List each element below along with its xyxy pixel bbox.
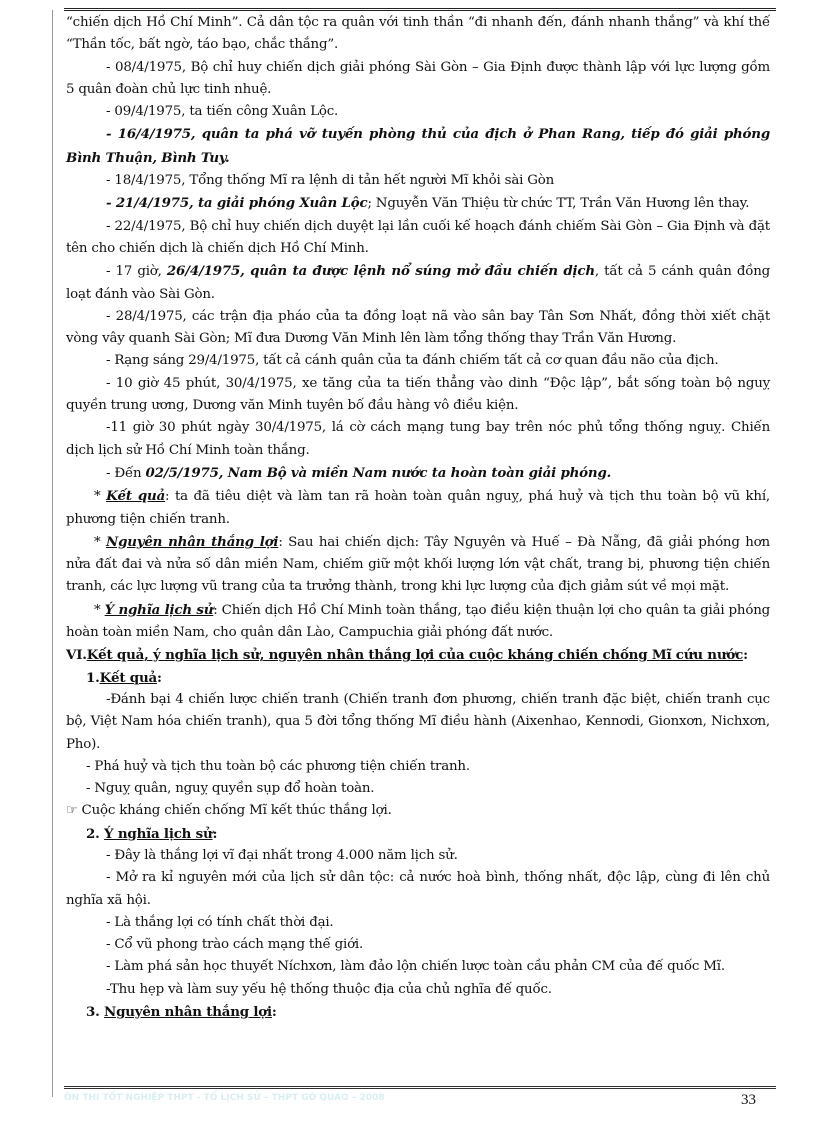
event-0804: - 08/4/1975, Bộ chỉ huy chiến dịch giải phóng Sài Gòn – Gia Định được thành lập với lực lượng gồm 5 quân đoàn chủ lực tinh nhuệ. (66, 59, 770, 97)
list-item: - Nguỵ quân, nguỵ quyền sụp đổ hoàn toàn. (86, 781, 375, 797)
list-item: -Đánh bại 4 chiến lược chiến tranh (Chiến tranh đơn phương, chiến tranh đặc biệt, chiến tranh cục bộ, Việt Nam hóa chiến tranh), qua 5 đời tổng thống Mĩ điều hành (Aixenhao, Kennơdi, Gionxơn, Nichxơn, Pho). (66, 691, 770, 752)
event-2804: - 28/4/1975, các trận địa pháo của ta đồng loạt nã vào sân bay Tân Sơn Nhất, đồng thời xiết chặt vòng vây quanh Sài Gòn; Mĩ đưa Dương Văn Minh lên làm tổng thống thay Trần Văn Hương. (66, 308, 770, 347)
event-3004-1045: - 10 giờ 45 phút, 30/4/1975, xe tăng của ta tiến thẳng vào dinh “Độc lập”, bắt sống toàn bộ nguỵ quyền trung ương, Dương văn Minh tuyên bố đầu hàng vô điều kiện. (66, 375, 770, 414)
list-item: -Thu hẹp và làm suy yếu hệ thống thuộc địa của chủ nghĩa đế quốc. (106, 981, 552, 997)
event-1604: - 16/4/1975, quân ta phá vỡ tuyến phòng thủ của địch ở Phan Rang, tiếp đó giải phóng Bình Thuận, Bình Tuy. (66, 126, 770, 166)
event-3004-1130: -11 giờ 30 phút ngày 30/4/1975, lá cờ cách mạng tung bay trên nóc phủ tổng thống nguỵ. Chiến dịch lịch sử Hồ Chí Minh toàn thắng. (66, 420, 770, 458)
significance-paragraph: * Ý nghĩa lịch sử: Chiến dịch Hồ Chí Minh toàn thắng, tạo điều kiện thuận lợi cho quân ta giải phóng hoàn toàn miền Nam, cho quân dân Lào, Campuchia giải phóng đất nước. (66, 601, 770, 641)
document-body (66, 12, 770, 1023)
left-border (52, 10, 53, 1097)
document-page (58, 0, 770, 1123)
list-item: - Là thắng lợi có tính chất thời đại. (106, 914, 334, 930)
conclusion-line: ☞ Cuộc kháng chiến chống Mĩ kết thúc thắng lợi. (66, 803, 392, 819)
event-2104: - 21/4/1975, ta giải phóng Xuân Lộc; Nguyễn Văn Thiệu từ chức TT, Trần Văn Hương lên thay. (106, 195, 750, 212)
event-2204: - 22/4/1975, Bộ chỉ huy chiến dịch duyệt lại lần cuối kế hoạch đánh chiếm Sài Gòn – Gia Định và đặt tên cho chiến dịch là chiến dịch Hồ Chí Minh. (66, 218, 770, 256)
event-2604: - 17 giờ, 26/4/1975, quân ta được lệnh nổ súng mở đầu chiến dịch, tất cả 5 cánh quân đồng loạt đánh vào Sài Gòn. (66, 263, 770, 302)
subsection-2-heading: 2. Ý nghĩa lịch sử: (86, 825, 218, 842)
list-item: - Cổ vũ phong trào cách mạng thế giới. (106, 937, 364, 953)
footer-text: ÔN THI TỐT NGHIỆP THPT - TỔ LỊCH SỬ – THPT GÒ QUAO – 2008 (64, 1093, 385, 1103)
pointing-hand-icon: ☞ (66, 803, 78, 819)
paragraph-campaign-name: “chiến dịch Hồ Chí Minh”. Cả dân tộc ra quân với tinh thần “đi nhanh đến, đánh nhanh thắng” và khí thế “Thần tốc, bất ngờ, táo bạo, chắc thắng”. (66, 15, 770, 53)
subsection-1-heading: 1.Kết quả: (86, 669, 162, 686)
page-number: 33 (741, 1092, 756, 1108)
list-item: - Đây là thắng lợi vĩ đại nhất trong 4.000 năm lịch sử. (106, 847, 458, 863)
page-footer (64, 1086, 776, 1115)
event-1804: - 18/4/1975, Tổng thống Mĩ ra lệnh di tản hết người Mĩ khỏi sài Gòn (106, 173, 555, 189)
event-2904: - Rạng sáng 29/4/1975, tất cả cánh quân của ta đánh chiếm tất cả cơ quan đầu não của địch. (106, 353, 719, 369)
event-0205: - Đến 02/5/1975, Nam Bộ và miền Nam nước ta hoàn toàn giải phóng. (106, 464, 612, 481)
section-vi-heading: VI.Kết quả, ý nghĩa lịch sử, nguyên nhân thắng lợi của cuộc kháng chiến chống Mĩ cứu nước: (66, 647, 748, 664)
cause-paragraph: * Nguyên nhân thắng lợi: Sau hai chiến dịch: Tây Nguyên và Huế – Đà Nẵng, đã giải phóng hơn nửa đất đai và nửa số dân miền Nam, chiếm giữ một khối lượng lớn vật chất, trang bị, phương tiện chiến tranh, các lực lượng vũ trang của ta trưởng thành, trong khi lực lượng của địch giảm sút về mọi mặt. (66, 533, 770, 595)
list-item: - Làm phá sản học thuyết Níchxơn, làm đảo lộn chiến lược toàn cầu phản CM của đế quốc Mĩ. (106, 959, 725, 975)
list-item: - Mở ra kỉ nguyên mới của lịch sử dân tộc: cả nước hoà bình, thống nhất, độc lập, cùng đi lên chủ nghĩa xã hội. (66, 870, 770, 908)
subsection-3-heading: 3. Nguyên nhân thắng lợi: (86, 1004, 277, 1021)
event-0904: - 09/4/1975, ta tiến công Xuân Lộc. (106, 104, 339, 120)
result-paragraph: * Kết quả: ta đã tiêu diệt và làm tan rã hoàn toàn quân nguỵ, phá huỷ và tịch thu toàn bộ vũ khí, phương tiện chiến tranh. (66, 488, 770, 527)
list-item: - Phá huỷ và tịch thu toàn bộ các phương tiện chiến tranh. (86, 758, 470, 774)
